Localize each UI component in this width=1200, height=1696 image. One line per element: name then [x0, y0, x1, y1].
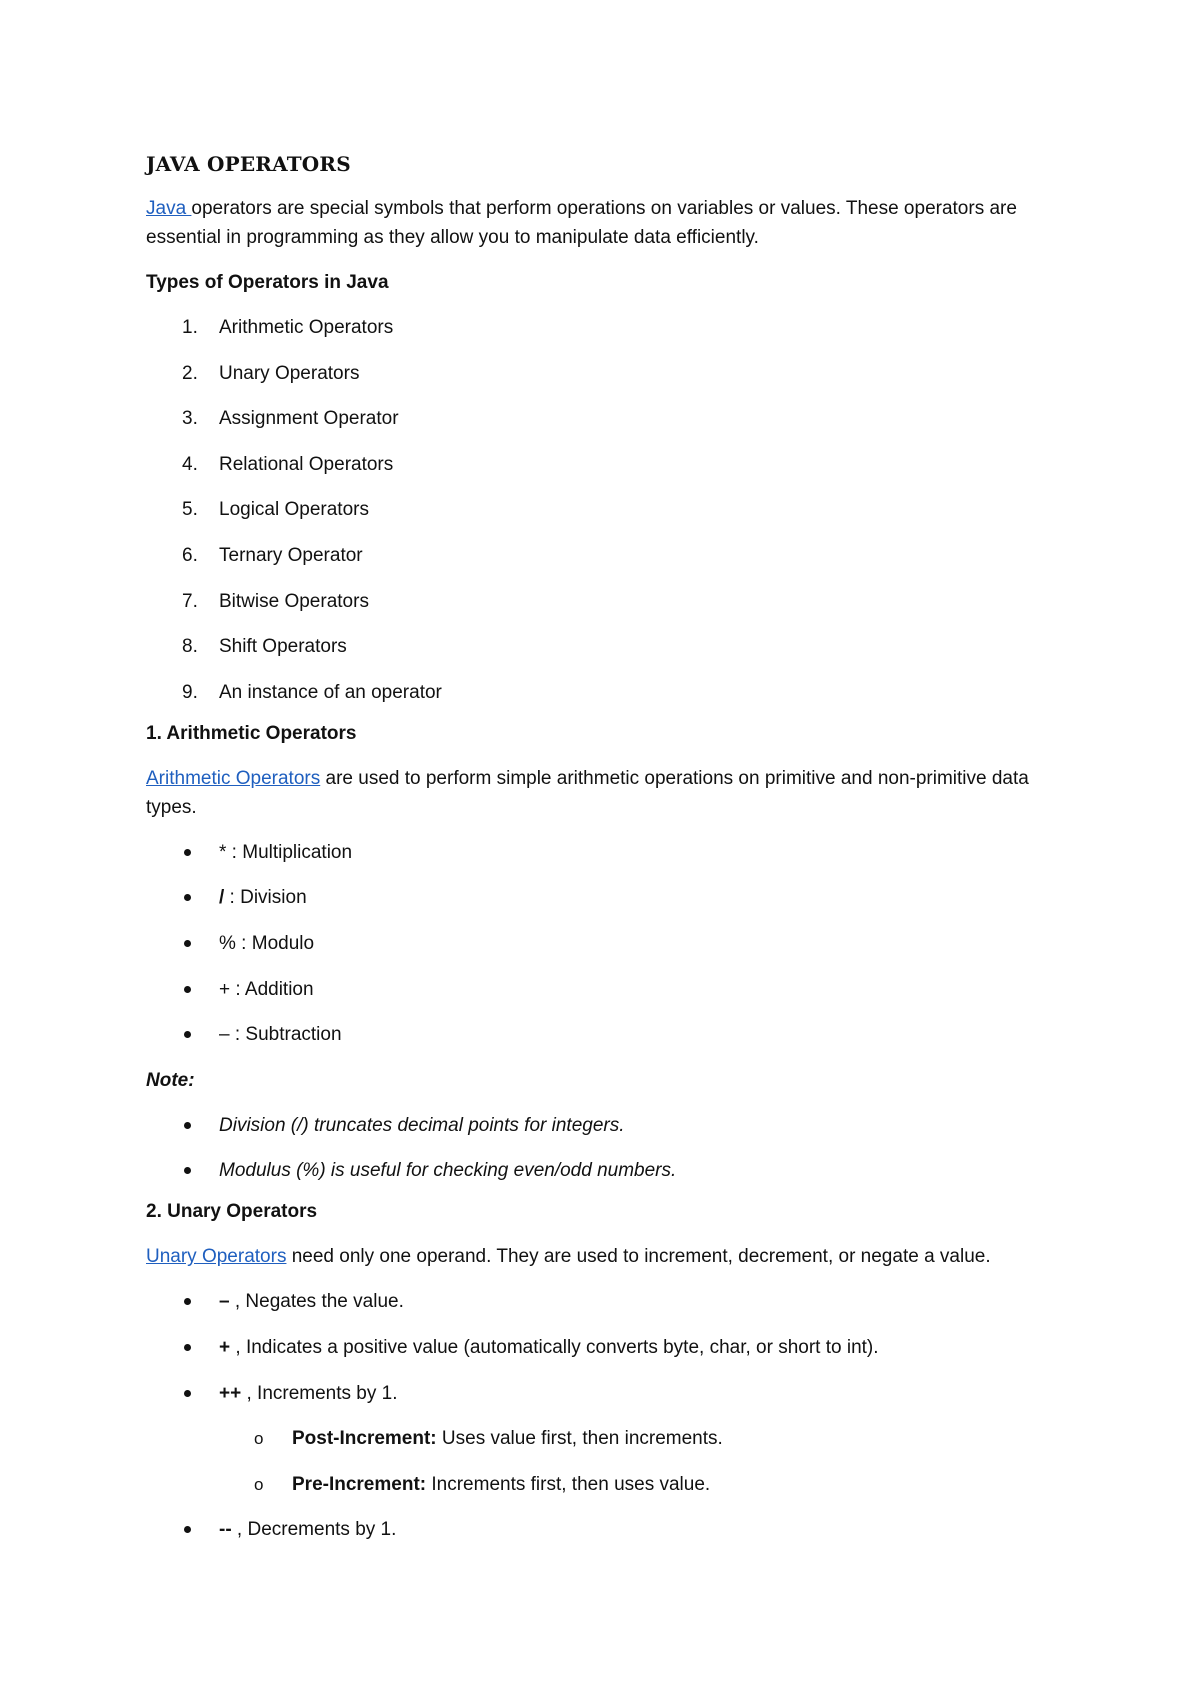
arithmetic-desc-text: are used to perform simple arithmetic operations on primitive and non-primitive data types. — [146, 767, 1029, 818]
bullet-icon — [184, 849, 191, 856]
operator-text: , Decrements by 1. — [231, 1519, 397, 1541]
page-title: JAVA OPERATORS — [146, 152, 351, 176]
list-item — [146, 1379, 1066, 1408]
arithmetic-operators-link[interactable]: Arithmetic Operators — [146, 767, 321, 789]
operator-text: : Multiplication — [226, 841, 353, 863]
operator-symbol: / — [219, 887, 225, 909]
list-item — [146, 678, 1066, 707]
list-item — [146, 1020, 1066, 1049]
list-item — [146, 495, 1066, 524]
list-number: 1. — [182, 317, 198, 338]
unary-description — [146, 1242, 1066, 1271]
list-item-label: An instance of an operator — [219, 681, 442, 703]
list-item — [146, 313, 1066, 342]
operator-symbol: – — [219, 1024, 230, 1046]
operator-text: : Addition — [230, 978, 314, 1000]
list-item — [146, 450, 1066, 479]
list-item — [146, 1424, 1066, 1453]
operator-symbol: * — [219, 841, 227, 863]
list-number: 6. — [182, 544, 198, 566]
note-text: Modulus (%) is useful for checking even/odd numbers. — [219, 1160, 677, 1182]
list-item — [146, 1515, 1066, 1544]
bullet-icon — [184, 1031, 191, 1038]
sub-item-label: Post-Increment: — [292, 1428, 437, 1450]
notes-list — [146, 1111, 1066, 1186]
bullet-icon — [184, 1298, 191, 1305]
list-item — [146, 1111, 1066, 1140]
list-item — [146, 359, 1066, 388]
intro-text: operators are special symbols that perform operations on variables or values. These operators are essential in programming as they allow you to manipulate data efficiently. — [146, 198, 1017, 248]
list-item-label: Assignment Operator — [219, 408, 399, 430]
list-item — [146, 632, 1066, 661]
operator-text: : Division — [224, 887, 307, 909]
list-number: 7. — [182, 590, 198, 612]
list-number: 3. — [182, 408, 198, 430]
operator-symbol: % — [219, 932, 236, 954]
unary-heading: 2. Unary Operators — [146, 1201, 318, 1223]
bullet-icon — [184, 1526, 191, 1533]
list-item — [146, 975, 1066, 1004]
intro-paragraph — [146, 194, 1066, 252]
list-item-label: Relational Operators — [219, 453, 394, 475]
bullet-icon — [184, 1122, 191, 1129]
arithmetic-list — [146, 838, 1066, 1049]
unary-operators-link[interactable]: Unary Operators — [146, 1246, 287, 1268]
note-label: Note: — [146, 1069, 195, 1091]
operator-text: : Subtraction — [229, 1024, 342, 1046]
list-item — [146, 1470, 1066, 1499]
list-item — [146, 929, 1066, 958]
bullet-icon — [184, 1390, 191, 1397]
sub-bullet: o — [254, 1474, 264, 1494]
list-number: 8. — [182, 636, 198, 658]
list-item-label: Arithmetic Operators — [219, 317, 394, 338]
bullet-icon — [184, 1167, 191, 1174]
unary-list — [146, 1287, 1066, 1407]
operator-text: , Negates the value. — [229, 1291, 404, 1313]
operator-types-list — [146, 313, 1066, 707]
document-content — [146, 150, 1066, 1561]
sub-item-text: Uses value first, then increments. — [436, 1428, 723, 1450]
list-item — [146, 883, 1066, 912]
sub-item-text: Increments first, then uses value. — [426, 1473, 711, 1495]
list-number: 4. — [182, 453, 198, 475]
operator-symbol: + — [219, 1336, 231, 1358]
list-item — [146, 541, 1066, 570]
arithmetic-heading: 1. Arithmetic Operators — [146, 722, 357, 744]
list-item-label: Shift Operators — [219, 636, 347, 658]
operator-text: , Indicates a positive value (automatically converts byte, char, or short to int). — [230, 1336, 879, 1358]
unary-list-continued — [146, 1515, 1066, 1544]
bullet-icon — [184, 1344, 191, 1351]
increment-sublist — [146, 1424, 1066, 1499]
java-link[interactable]: Java — [146, 198, 192, 219]
list-item — [146, 1287, 1066, 1316]
sub-bullet: o — [254, 1429, 264, 1449]
unary-desc-text: need only one operand. They are used to increment, decrement, or negate a value. — [286, 1246, 991, 1268]
list-item — [146, 1333, 1066, 1362]
operator-symbol: -- — [219, 1519, 232, 1541]
list-item — [146, 1156, 1066, 1185]
list-number: 5. — [182, 499, 198, 521]
list-item — [146, 587, 1066, 616]
list-number: 9. — [182, 681, 198, 703]
list-item-label: Unary Operators — [219, 362, 360, 384]
list-number: 2. — [182, 362, 198, 384]
list-item-label: Ternary Operator — [219, 544, 363, 566]
bullet-icon — [184, 940, 191, 947]
operator-symbol: + — [219, 978, 231, 1000]
bullet-icon — [184, 986, 191, 993]
list-item-label: Logical Operators — [219, 499, 369, 521]
arithmetic-description — [146, 764, 1066, 822]
bullet-icon — [184, 894, 191, 901]
list-item — [146, 838, 1066, 867]
types-heading: Types of Operators in Java — [146, 272, 389, 293]
sub-item-label: Pre-Increment: — [292, 1473, 427, 1495]
operator-symbol: ++ — [219, 1382, 242, 1404]
list-item — [146, 404, 1066, 433]
note-text: Division (/) truncates decimal points for integers. — [219, 1114, 625, 1136]
operator-symbol: – — [219, 1291, 230, 1313]
list-item-label: Bitwise Operators — [219, 590, 369, 612]
operator-text: : Modulo — [235, 932, 315, 954]
operator-text: , Increments by 1. — [241, 1382, 398, 1404]
